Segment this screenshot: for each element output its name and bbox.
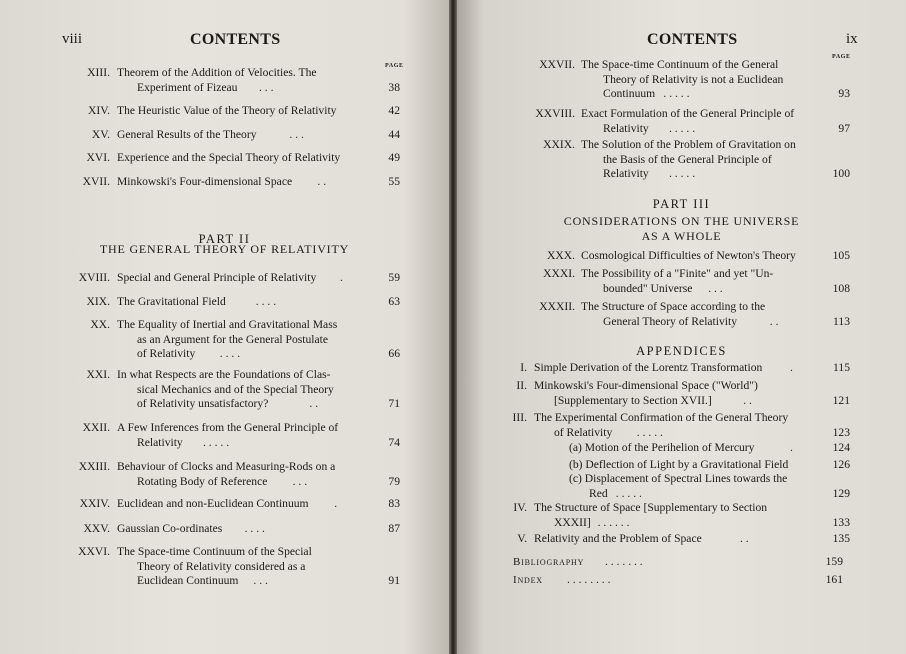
toc-entry-page: 55 xyxy=(388,175,400,188)
toc-entry-leader-dots: . . . . . xyxy=(669,167,696,180)
toc-entry-number: XV. xyxy=(91,128,110,141)
right-part-title-1: CONSIDERATIONS ON THE UNIVERSE xyxy=(563,214,800,228)
toc-entry-title-line: Euclidean and non-Euclidean Continuum xyxy=(117,497,309,510)
toc-entry-title-line: The Experimental Confirmation of the General Theory xyxy=(534,411,789,424)
left-page-number: viii xyxy=(62,31,83,47)
right-page xyxy=(457,0,906,654)
toc-entry-title-line: of Relativity xyxy=(554,425,613,439)
toc-entry-number: XVII. xyxy=(82,175,110,188)
toc-entry-page: 135 xyxy=(832,532,850,545)
toc-entry-title-line: Theory of Relativity considered as a xyxy=(137,559,306,573)
toc-entry-leader-dots: . . xyxy=(740,532,749,545)
toc-entry-title-line: The Solution of the Problem of Gravitation on xyxy=(581,138,796,151)
toc-entry-number: II. xyxy=(516,379,527,392)
toc-entry-title-line: The Space-time Continuum of the General xyxy=(581,58,779,71)
right-part-heading: PART III xyxy=(652,197,711,211)
toc-entry-number: XXVII. xyxy=(539,58,575,71)
toc-entry-leader-dots: . . . . . xyxy=(636,425,663,439)
toc-entry-leader-dots: . xyxy=(790,441,793,454)
toc-entry-title-line: Experience and the Special Theory of Relativity xyxy=(117,151,341,164)
toc-entry-number: XXVI. xyxy=(78,545,110,558)
toc-entry-leader-dots: . . . xyxy=(292,474,308,488)
toc-entry-number: XIX. xyxy=(86,295,110,308)
toc-entry-page: 121 xyxy=(832,393,850,407)
toc-entry-title-line: Relativity xyxy=(137,435,183,449)
toc-entry-number: XXVIII. xyxy=(535,107,575,120)
book-gutter xyxy=(449,0,457,654)
toc-entry-title-line: the Basis of the General Principle of xyxy=(603,152,772,166)
toc-entry-title-line: The Heuristic Value of the Theory of Relativity xyxy=(117,104,337,117)
toc-entry-number: XXXI. xyxy=(543,267,575,280)
toc-entry-title-line: Cosmological Difficulties of Newton's Theory xyxy=(581,249,796,262)
toc-entry-title-line: Theory of Relativity is not a Euclidean xyxy=(603,72,784,86)
toc-entry-title-line: The Possibility of a "Finite" and yet "Un- xyxy=(581,267,774,280)
toc-entry-page: 38 xyxy=(388,80,400,94)
toc-entry-number: XVIII. xyxy=(78,271,110,284)
toc-entry-title-line: Behaviour of Clocks and Measuring-Rods on a xyxy=(117,460,336,473)
toc-entry-title-line: Experiment of Fizeau xyxy=(137,80,238,94)
toc-entry-title-line: The Gravitational Field xyxy=(117,295,226,308)
left-page-label: PAGE xyxy=(385,63,404,69)
toc-entry-title-line: The Structure of Space according to the xyxy=(581,300,766,313)
toc-entry-number: XXII. xyxy=(82,421,110,434)
toc-entry-title-line: Minkowski's Four-dimensional Space ("World") xyxy=(534,379,758,392)
toc-entry-page: 105 xyxy=(832,249,850,262)
toc-entry-title-line: Special and General Principle of Relativity xyxy=(117,271,317,284)
right-page-number: ix xyxy=(846,31,858,47)
toc-entry-title-line: Red xyxy=(589,486,608,500)
bibliography-dots: . . . . . . . xyxy=(605,555,643,568)
toc-entry-title-line: (c) Displacement of Spectral Lines towards the xyxy=(569,472,788,485)
toc-entry-page: 66 xyxy=(388,347,400,360)
toc-entry-page: 126 xyxy=(832,458,850,471)
toc-entry-number: XXI. xyxy=(86,368,110,381)
toc-entry-number: XXX. xyxy=(546,249,575,262)
toc-entry-leader-dots: . . . xyxy=(708,281,723,295)
toc-entry-number: XXIX. xyxy=(543,138,575,151)
toc-entry-page: 113 xyxy=(833,314,850,328)
right-header: CONTENTS xyxy=(647,31,738,48)
toc-entry-title-line: General Results of the Theory xyxy=(117,128,257,141)
toc-entry-page: 44 xyxy=(388,128,400,141)
toc-entry-leader-dots: . xyxy=(790,361,793,374)
toc-entry-number: I. xyxy=(520,361,527,374)
toc-entry-leader-dots: . . . . . . xyxy=(597,515,630,529)
toc-entry-page: 123 xyxy=(832,425,850,439)
toc-entry-number: XXIV. xyxy=(79,497,110,510)
toc-entry-number: XX. xyxy=(90,318,110,331)
toc-entry-leader-dots: . . . . xyxy=(255,295,277,308)
toc-entry-leader-dots: . . xyxy=(743,393,752,407)
toc-entry-title-line: sical Mechanics and of the Special Theory xyxy=(137,382,334,396)
toc-entry-page: 115 xyxy=(833,361,850,374)
toc-entry-title-line: bounded" Universe xyxy=(603,281,693,295)
toc-entry-leader-dots: . . . xyxy=(253,574,268,587)
toc-entry-page: 71 xyxy=(388,397,400,410)
toc-entry-page: 91 xyxy=(388,574,400,587)
toc-entry-title-line: Relativity xyxy=(603,121,649,135)
toc-entry-title-line: General Theory of Relativity xyxy=(603,314,738,328)
toc-entry-title-line: (b) Deflection of Light by a Gravitational Field xyxy=(569,458,789,471)
toc-entry-title-line: of Relativity unsatisfactory? xyxy=(137,397,269,410)
toc-entry-number: XIV. xyxy=(87,104,110,117)
toc-entry-page: 63 xyxy=(388,295,400,308)
toc-entry-number: V. xyxy=(517,532,527,545)
toc-entry-number: XXXII. xyxy=(539,300,575,313)
toc-entry-leader-dots: . . . . . xyxy=(669,121,696,135)
toc-entry-page: 93 xyxy=(838,87,850,100)
toc-entry-title-line: The Space-time Continuum of the Special xyxy=(117,545,312,558)
toc-entry-number: XXV. xyxy=(83,522,110,535)
toc-entry-page: 133 xyxy=(832,515,850,529)
toc-entry-title-line: Relativity and the Problem of Space xyxy=(534,532,702,545)
toc-entry-page: 87 xyxy=(388,522,400,535)
bibliography-page: 159 xyxy=(825,555,843,568)
toc-entry-title-line: [Supplementary to Section XVII.] xyxy=(554,393,712,407)
index-label: Index xyxy=(513,574,543,586)
toc-entry-title-line: Exact Formulation of the General Principle of xyxy=(581,107,795,120)
toc-entry-leader-dots: . . . . xyxy=(219,347,241,360)
toc-entry-title-line: Rotating Body of Reference xyxy=(137,474,268,488)
toc-entry-title-line: XXXII] xyxy=(554,515,591,529)
toc-entry-title-line: In what Respects are the Foundations of Clas- xyxy=(117,368,331,381)
toc-entry-page: 74 xyxy=(388,435,400,449)
toc-entry-leader-dots: . . . . . xyxy=(615,486,642,500)
toc-entry-number: XIII. xyxy=(87,66,110,79)
toc-entry-leader-dots: . . xyxy=(769,314,779,328)
toc-entry-leader-dots: . . . . . xyxy=(663,87,690,100)
toc-entry-number: IV. xyxy=(513,501,527,514)
toc-entry-number: XVI. xyxy=(86,151,110,164)
left-part-title: THE GENERAL THEORY OF RELATIVITY xyxy=(99,242,350,256)
toc-entry-number: XXIII. xyxy=(78,460,110,473)
toc-entry-title-line: (a) Motion of the Perihelion of Mercury xyxy=(569,441,755,454)
toc-entry-title-line: Relativity xyxy=(603,167,649,180)
toc-entry-number: III. xyxy=(512,411,527,424)
right-part-title-2: AS A WHOLE xyxy=(641,229,722,243)
toc-entry-page: 129 xyxy=(832,486,850,500)
toc-entry-title-line: The Structure of Space [Supplementary to Section xyxy=(534,501,768,514)
toc-entry-title-line: Minkowski's Four-dimensional Space xyxy=(117,175,293,188)
left-part-heading: PART II xyxy=(198,232,251,246)
toc-entry-leader-dots: . . . xyxy=(289,128,304,141)
toc-entry-page: 124 xyxy=(832,441,850,454)
toc-entry-page: 97 xyxy=(838,121,850,135)
toc-entry-leader-dots: . . . . . xyxy=(203,435,230,449)
appendices-heading: APPENDICES xyxy=(636,344,727,358)
toc-entry-title-line: of Relativity xyxy=(137,347,196,360)
toc-entry-leader-dots: . . xyxy=(317,175,327,188)
toc-entry-page: 59 xyxy=(388,271,400,284)
index-page: 161 xyxy=(825,573,843,586)
toc-entry-page: 83 xyxy=(388,497,400,510)
toc-entry-title-line: A Few Inferences from the General Principle of xyxy=(117,421,339,434)
toc-entry-title-line: Gaussian Co-ordinates xyxy=(117,522,223,535)
index-dots: . . . . . . . . xyxy=(567,573,611,586)
toc-entry-leader-dots: . . . xyxy=(259,80,274,94)
toc-entry-leader-dots: . . xyxy=(309,397,319,410)
right-page-label: PAGE xyxy=(832,54,851,60)
toc-entry-page: 100 xyxy=(832,167,850,180)
left-page xyxy=(0,0,449,654)
toc-entry-leader-dots: . xyxy=(340,271,343,284)
toc-entry-page: 108 xyxy=(832,281,850,295)
left-header: CONTENTS xyxy=(190,31,281,48)
toc-entry-title-line: Simple Derivation of the Lorentz Transformation xyxy=(534,361,763,374)
toc-entry-leader-dots: . xyxy=(334,497,338,510)
toc-entry-title-line: Euclidean Continuum xyxy=(137,574,239,587)
toc-entry-title-line: Theorem of the Addition of Velocities. The xyxy=(117,66,317,79)
toc-entry-title-line: Continuum xyxy=(603,87,656,100)
toc-entry-page: 42 xyxy=(388,104,400,117)
toc-entry-title-line: The Equality of Inertial and Gravitational Mass xyxy=(117,318,338,331)
toc-entry-page: 49 xyxy=(388,151,400,164)
toc-entry-title-line: as an Argument for the General Postulate xyxy=(137,332,329,346)
toc-entry-leader-dots: . . . . xyxy=(244,522,265,535)
bibliography-label: Bibliography xyxy=(513,556,585,568)
toc-entry-page: 79 xyxy=(388,474,400,488)
